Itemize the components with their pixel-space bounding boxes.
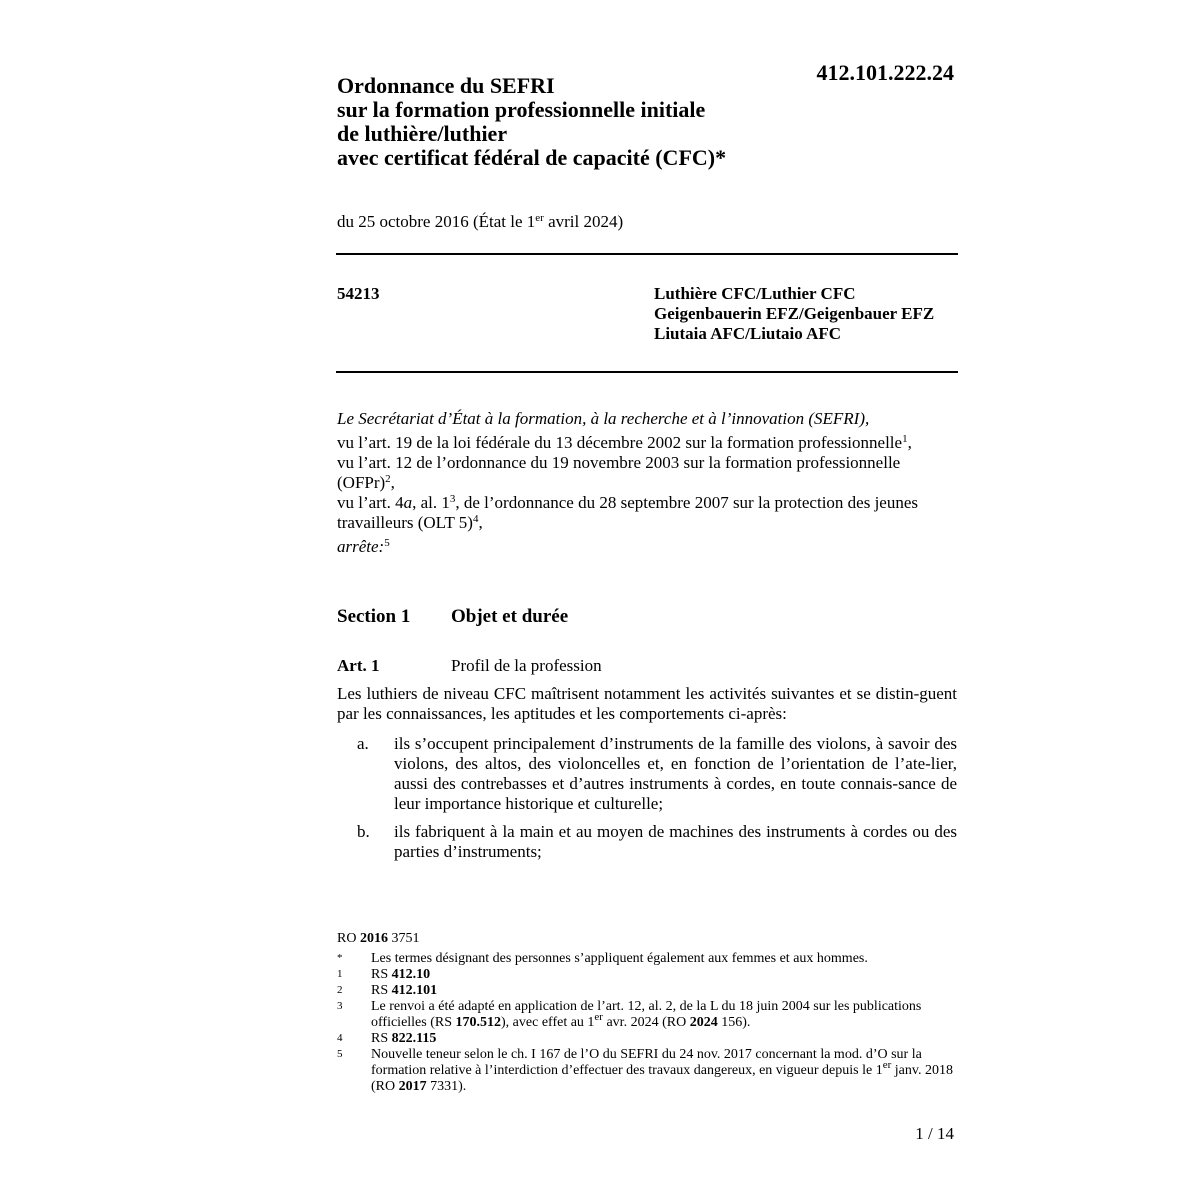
section-heading bbox=[337, 606, 568, 628]
profession-name: Geigenbauerin EFZ/Geigenbauer EFZ bbox=[654, 304, 935, 323]
section-label: Section 1 bbox=[337, 606, 411, 627]
footnote: 1 RS 412.10 bbox=[337, 967, 431, 982]
list-item-text: ils s’occupent principalement d’instruments de la famille des violons, à savoir des violons, des altos, des violoncelles et, en fonction de l’orientation de l’ate-lier, aussi des contrebasses et d’autres instruments à cordes, en toute connais-sance de leur importance historique et culturelle; bbox=[394, 734, 957, 813]
article-intro: Les luthiers de niveau CFC maîtrisent notamment les activités suivantes et se distin-guent par les connaissances, les aptitudes et les comportements ci-après: bbox=[337, 684, 957, 723]
list-item bbox=[357, 822, 957, 862]
preamble bbox=[337, 409, 957, 557]
document-title bbox=[337, 74, 726, 170]
footnote: 5 Nouvelle teneur selon le ch. I 167 de l’O du SEFRI du 24 nov. 2017 concernant la mod. d’O sur la formation relative à l’interdiction d’effectuer des travaux dangereux, en vigueur depuis le 1er janv. 2018 (RO 2017 7331). bbox=[337, 1047, 953, 1094]
article-label: Art. 1 bbox=[337, 656, 380, 675]
article-title: Profil de la profession bbox=[451, 656, 602, 675]
profession-number: 54213 bbox=[337, 284, 380, 303]
footnote-ref[interactable]: 2 bbox=[385, 473, 391, 485]
profession-name: Liutaia AFC/Liutaio AFC bbox=[654, 324, 842, 343]
preamble-basis: vu l’art. 19 de la loi fédérale du 13 décembre 2002 sur la formation professionnelle$^1$, vu l’art. 12 de l’ordonnance du 19 novembre 2003 sur la formation professionnelle (OFPr)$^2$, vu l’art. 4a, al. 1$^3$, de l’ordonnance du 28 septembre 2007 sur la protection des jeunes travailleurs (OLT 5)$^4$, bbox=[337, 433, 919, 532]
list-item-letter: b. bbox=[357, 822, 370, 841]
footnote-ref[interactable]: 1 bbox=[902, 433, 908, 445]
preamble-decree: arrête:$^5$ bbox=[337, 537, 390, 556]
footnote-ref[interactable]: 5 bbox=[384, 537, 390, 549]
article-heading bbox=[337, 656, 602, 676]
footnote-ref[interactable]: 4 bbox=[472, 513, 479, 525]
preamble-authority: Le Secrétariat d’État à la formation, à la recherche et à l’innovation (SEFRI), bbox=[337, 409, 870, 428]
article-list bbox=[357, 734, 957, 870]
footnote: 2 RS 412.101 bbox=[337, 983, 438, 998]
footnotes bbox=[337, 951, 957, 1095]
list-item bbox=[357, 734, 957, 814]
list-item-text: ils fabriquent à la main et au moyen de machines des instruments à cordes ou des parties d’instruments; bbox=[394, 822, 957, 861]
title-line: de luthière/luthier bbox=[337, 121, 508, 146]
ro-reference: RO 2016 3751 bbox=[337, 931, 420, 946]
page-number: 1 / 14 bbox=[915, 1124, 954, 1143]
list-item-letter: a. bbox=[357, 734, 369, 753]
title-line: avec certificat fédéral de capacité (CFC)* bbox=[337, 145, 727, 170]
document-code: 412.101.222.24 bbox=[816, 60, 954, 85]
footnote: 4 RS 822.115 bbox=[337, 1031, 437, 1046]
profession-name: Luthière CFC/Luthier CFC bbox=[654, 284, 856, 303]
bottom-divider bbox=[336, 371, 958, 373]
profession-names bbox=[654, 284, 934, 344]
title-line: sur la formation professionnelle initiale bbox=[337, 97, 706, 122]
footnote: 3 Le renvoi a été adapté en application de l’art. 12, al. 2, de la L du 18 juin 2004 sur les publications officielles (RS 170.512), avec effet au 1er avr. 2024 (RO 2024 156). bbox=[337, 999, 922, 1030]
footnote-ref[interactable]: 3 bbox=[449, 493, 456, 505]
document-date: du 25 octobre 2016 (État le 1er avril 2024) bbox=[337, 212, 624, 231]
top-divider bbox=[336, 253, 958, 255]
section-title: Objet et durée bbox=[451, 606, 569, 627]
title-line: Ordonnance du SEFRI bbox=[337, 73, 555, 98]
footnote: * Les termes désignant des personnes s’appliquent également aux femmes et aux hommes. bbox=[337, 951, 868, 966]
